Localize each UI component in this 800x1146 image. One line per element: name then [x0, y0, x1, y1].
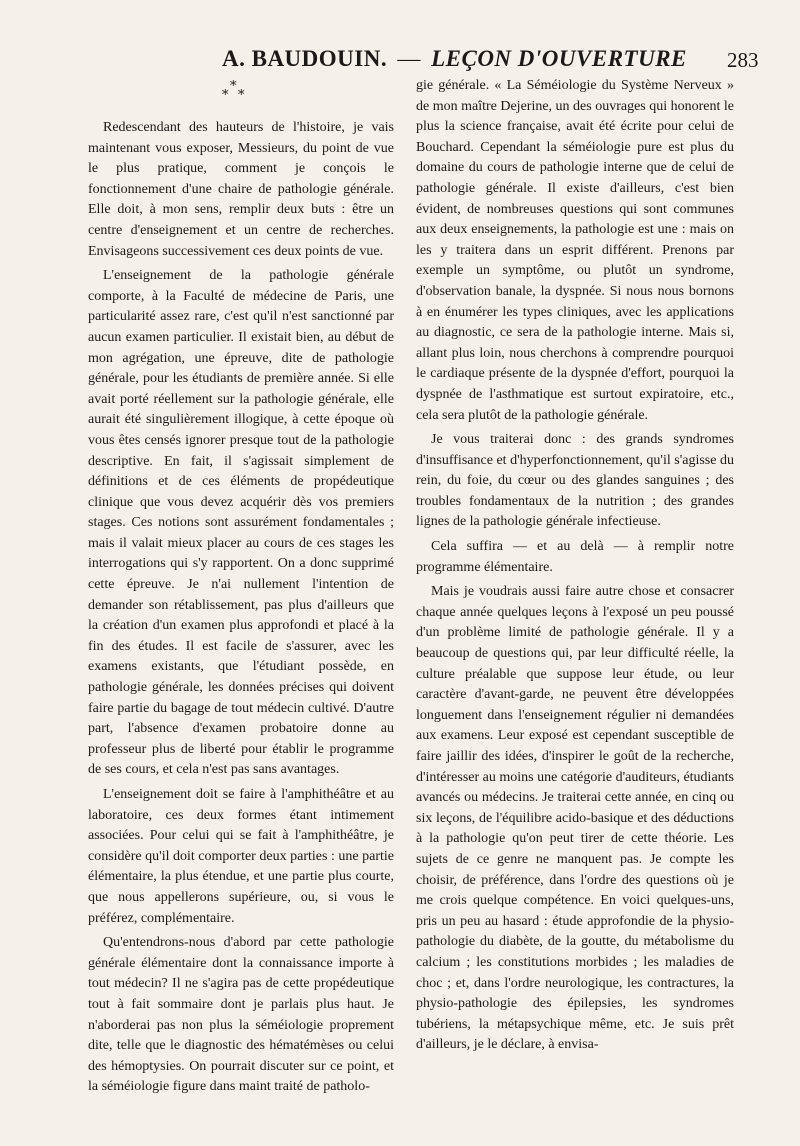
paragraph: Mais je voudrais aussi faire autre chose et consacrer chaque année quelques leçons à l'exposé un peu poussé d'un problème limité de pathologie générale. Il y a beaucoup de questions qui, par leur difficulté réelle, la culture préalable que suppose leur étude, ou leur caractère d'avant-garde, ne peuvent être développées longuement dans l'enseignement régulier ni demandées aux examens. Leur exposé est cependant susceptible de faire jaillir des idées, d'inspirer le goût de la recherche, d'intéresser au moins une catégorie d'auditeurs, étudiants avancés ou médecins. Je traiterai cette année, en cinq ou six leçons, de l'équilibre acido-basique et des déductions à la pathologie qu'on peut tirer de cette théorie. Les sujets de ce genre ne manquent pas. Je compte les choisir, de préférence, dans l'ordre des questions où je me crois quelque compétence. En voici quelques-uns, pris un peu au hasard : étude approfondie de la physio-pathologie du diabète, de la goutte, du métabolisme du calcium ; les constitutions morbides ; les maladies de choc ; et, dans l'ordre neurologique, les contractures, la physio-pathologie des épilepsies, les syndromes tubériens, la métapsychique même, etc. Je suis prêt d'ailleurs, je le déclare, à envisa- [416, 584, 735, 1053]
asterism-star-right: * [238, 88, 245, 103]
asterism-star-top: * [230, 79, 237, 94]
paragraph: Qu'entendrons-nous d'abord par cette pathologie générale élémentaire dont la connaissance importe à tout médecin? Il ne s'agira pas de cette propédeutique tout à fait sommaire dont je parlais plus haut. Je n'aborderai pas non plus la séméiologie proprement dite, telle que le diagnostic des hématémèses ou celui des hémoptysies. On pourrait discuter sur ce point, et la séméiologie figure dans maint traité de patholo- [88, 935, 394, 1095]
header-lecture-title: LEÇON D'OUVERTURE [431, 46, 687, 71]
right-column [416, 76, 734, 1060]
running-title [222, 46, 687, 72]
paragraph: L'enseignement doit se faire à l'amphithéâtre et au laboratoire, ces deux formes étant intimement associées. Pour celui qui se fait à l'amphithéâtre, je considère qu'il doit comporter deux parties : une partie élémentaire, la plus étendue, et une partie plus courte, que nous appellerons supérieure, ou, si vous le préférez, complémentaire. [88, 787, 394, 926]
left-column [88, 118, 394, 1102]
header-separator: — [397, 46, 421, 71]
page-number: 283 [727, 48, 759, 72]
asterism-star-left: * [222, 88, 229, 103]
running-header [0, 46, 800, 78]
paragraph: Je vous traiterai donc : des grands syndromes d'insuffisance et d'hyperfonctionnement, qu'il s'agisse du rein, du foie, du cœur ou des glandes sanguines ; des troubles fondamentaux de la nutrition ; des grandes lignes de la pathologie générale infectieuse. [416, 432, 734, 530]
paragraph: Redescendant des hauteurs de l'histoire, je vais maintenant vous exposer, Messieurs, du point de vue le plus pratique, comment je conçois le fonctionnement d'une chaire de pathologie générale. Elle doit, à mon sens, remplir deux buts : être un centre d'enseignement et un centre de recherches. Envisageons successivement ces deux points de vue. [88, 120, 394, 259]
paragraph: L'enseignement de la pathologie générale comporte, à la Faculté de médecine de Paris, une particularité assez rare, c'est qu'il n'est sanctionné par aucun examen particulier. Il existait bien, au début de mon agrégation, une épreuve, dite de pathologie générale, pour les étudiants de première année. Si elle avait porté réellement sur la pathologie générale, elle aurait été singulièrement illogique, à cette époque où vous êtes censés ignorer presque tout de la pathologie descriptive. En fait, il s'agissait simplement de définitions et de ces éléments de propédeutique clinique que vous devez acquérir dès vos premiers stages. Ces notions sont assurément fondamentales ; mais il valait mieux placer au cours de ces stages les interrogations qui s'y rapportent. On a donc supprimé cette épreuve. Je n'ai nullement l'intention de demander son rétablissement, pas plus d'ailleurs que la création d'un examen plus approfondi et placé à la fin des études. Il est facile de s'assurer, avec les examens existants, que l'étudiant possède, en pathologie générale, les données précises qui doivent faire partie du bagage de tout médecin cultivé. D'autre part, l'absence d'examen probatoire donne au professeur plus de liberté pour établir le programme de ses cours, et cela n'est pas sans avantages. [88, 268, 394, 778]
paragraph-continued: gie générale. « La Séméiologie du Système Nerveux » de mon maître Dejerine, un des ouvrages qui honorent le plus la science française, avait été écrite pour celui de Bouchard. Cependant la séméiologie pure est plus du domaine du cours de pathologie interne que de celui de pathologie générale. Il existe d'ailleurs, c'est bien évident, de nombreuses questions qui sont communes aux deux enseignements, la pathologie est une : mais on les y traitera dans un esprit différent. Prenons par exemple un symptôme, ou plutôt un syndrome, d'observation banale, la dyspnée. Si nous nous bornons à en énumérer les types cliniques, avec les applications au diagnostic, ce sera de la pathologie interne. Mais si, allant plus loin, nous cherchons à comprendre pourquoi le cardiaque présente de la dyspnée d'effort, pourquoi la dyspnée de l'asthmatique est surtout expiratoire, etc., cela sera plutôt de la pathologie générale. [416, 78, 735, 423]
section-asterism [222, 80, 252, 102]
header-author: A. BAUDOUIN. [222, 46, 388, 71]
paragraph: Cela suffira — et au delà — à remplir notre programme élémentaire. [416, 539, 734, 575]
